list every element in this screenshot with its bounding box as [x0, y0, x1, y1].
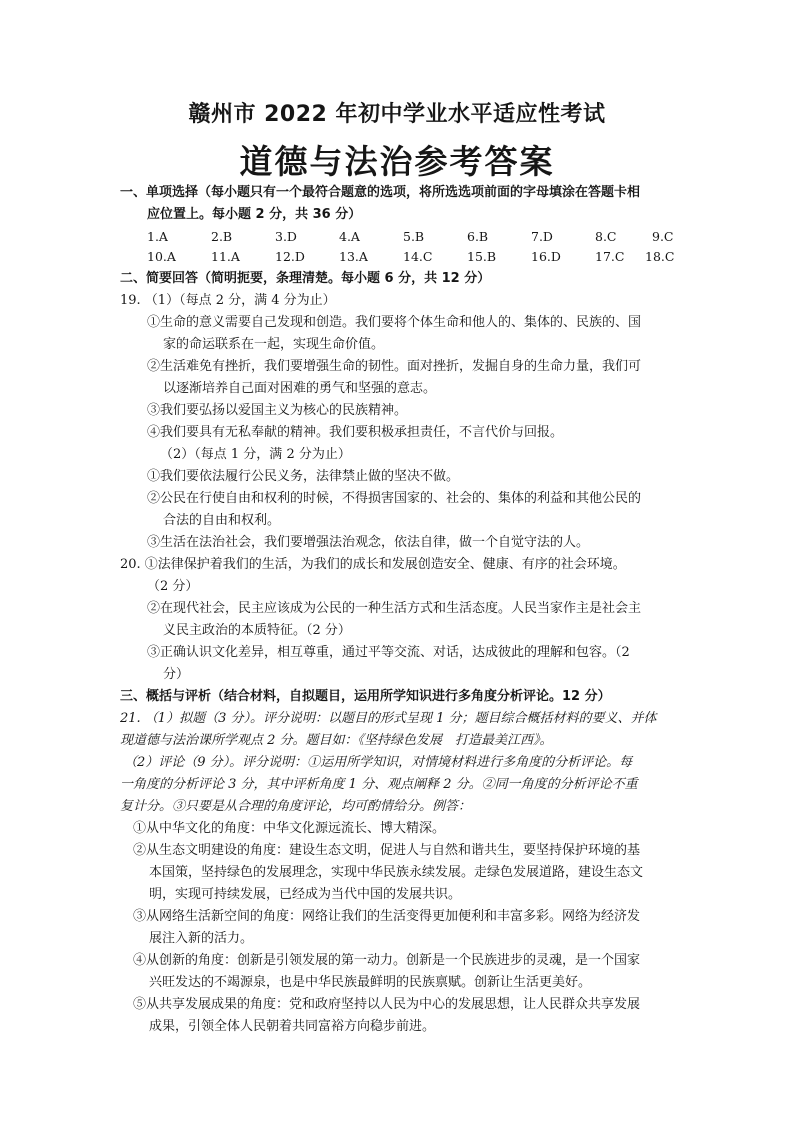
choice-answer: 16.D	[531, 249, 561, 264]
choice-answer: 7.D	[531, 229, 553, 244]
choice-answer: 3.D	[275, 229, 297, 244]
example-answer-2-line3: 明，实现可持续发展，已经成为当代中国的发展共识。	[149, 887, 462, 902]
q21-part2-line3: 复计分。③只要是从合理的角度评论，均可酌情给分。例答：	[120, 799, 472, 814]
q19-part2-point1: ①我们要依法履行公民义务，法律禁止做的坚决不做。	[147, 469, 460, 484]
q20-point1-line1: 20. ①法律保护着我们的生活，为我们的成长和发展创造安全、健康、有序的社会环境。	[120, 557, 626, 572]
q20-point2-line2: 义民主政治的本质特征。（2 分）	[163, 623, 351, 638]
choice-answer: 15.B	[467, 249, 497, 264]
q21-part2-line2: 一角度的分析评论 3 分，其中评析角度 1 分、观点阐释 2 分。②同一角度的分析评论不重	[120, 777, 638, 792]
q19-point4: ④我们要具有无私奉献的精神。我们要积极承担责任，不言代价与回报。	[147, 425, 564, 440]
example-answer-2-line2: 本国策，坚持绿色的发展理念，实现中华民族永续发展。走绿色发展道路，建设生态文	[149, 865, 644, 880]
q21-part1-line2: 现道德与法治课所学观点 2 分。题目如：《坚持绿色发展 打造最美江西》。	[120, 733, 553, 748]
choice-answer: 1.A	[147, 229, 168, 244]
choice-answer: 18.C	[645, 249, 675, 264]
q20-point1-line2: （2 分）	[147, 579, 199, 594]
q19-point1-line1: ①生命的意义需要自己发现和创造。我们要将个体生命和他人的、集体的、民族的、国	[147, 315, 642, 330]
example-answer-4-line1: ④从创新的角度：创新是引领发展的第一动力。创新是一个民族进步的灵魂，是一个国家	[133, 953, 641, 968]
choice-answer: 8.C	[595, 229, 617, 244]
q20-point3-line2: 分）	[163, 667, 190, 682]
q20-point3-line1: ③正确认识文化差异，相互尊重，通过平等交流、对话，达成彼此的理解和包容。（2	[147, 645, 630, 660]
choice-answer: 13.A	[339, 249, 368, 264]
choice-answer: 17.C	[595, 249, 625, 264]
choice-answer: 11.A	[211, 249, 240, 264]
example-answer-3-line1: ③从网络生活新空间的角度：网络让我们的生活变得更加便利和丰富多彩。网络为经济发	[133, 909, 641, 924]
q19-point3: ③我们要弘扬以爱国主义为核心的民族精神。	[147, 403, 408, 418]
exam-title: 赣州市 2022 年初中学业水平适应性考试	[188, 102, 606, 127]
choice-answer: 4.A	[339, 229, 360, 244]
q19-part2-heading: （2）（每点 1 分，满 2 分为止）	[160, 447, 351, 462]
section1-heading-line1: 一、单项选择（每小题只有一个最符合题意的选项，将所选选项前面的字母填涂在答题卡相	[120, 185, 641, 200]
choice-answer: 9.C	[652, 229, 674, 244]
q19-point2-line2: 以逐渐培养自己面对困难的勇气和坚强的意志。	[163, 381, 437, 396]
q19-part1-heading: 19. （1）（每点 2 分，满 4 分为止）	[120, 293, 336, 308]
q19-part2-point2-line2: 合法的自由和权利。	[163, 513, 281, 528]
choice-answer: 5.B	[403, 229, 425, 244]
q21-part1-line1: 21. （1）拟题（3 分）。评分说明：以题目的形式呈现 1 分；题目综合概括材料的要义、并体	[120, 711, 657, 726]
choice-answer: 12.D	[275, 249, 305, 264]
choice-answer: 6.B	[467, 229, 489, 244]
example-answer-5-line1: ⑤从共享发展成果的角度：党和政府坚持以人民为中心的发展思想，让人民群众共享发展	[133, 997, 641, 1012]
choice-answer: 2.B	[211, 229, 233, 244]
document-title: 道德与法治参考答案	[239, 142, 555, 181]
q19-point2-line1: ②生活难免有挫折，我们要增强生命的韧性。面对挫折，发掘自身的生命力量，我们可	[147, 359, 642, 374]
example-answer-4-line2: 兴旺发达的不竭源泉，也是中华民族最鲜明的民族禀赋。创新让生活更美好。	[149, 975, 592, 990]
section1-heading-line2: 应位置上。每小题 2 分，共 36 分）	[147, 207, 362, 222]
q20-point2-line1: ②在现代社会，民主应该成为公民的一种生活方式和生活态度。人民当家作主是社会主	[147, 601, 642, 616]
choice-answer: 14.C	[403, 249, 433, 264]
example-answer-3-line2: 展注入新的活力。	[149, 931, 254, 946]
choice-answer: 10.A	[147, 249, 176, 264]
example-answer-2-line1: ②从生态文明建设的角度：建设生态文明，促进人与自然和谐共生，要坚持保护环境的基	[133, 843, 641, 858]
example-answer-5-line2: 成果，引领全体人民朝着共同富裕方向稳步前进。	[149, 1019, 436, 1034]
section3-heading: 三、概括与评析（结合材料，自拟题目，运用所学知识进行多角度分析评论。12 分）	[120, 689, 611, 704]
section2-heading: 二、简要回答（简明扼要，条理清楚。每小题 6 分，共 12 分）	[120, 271, 491, 286]
q19-part2-point3: ③生活在法治社会，我们要增强法治观念，依法自律，做一个自觉守法的人。	[147, 535, 590, 550]
q19-part2-point2-line1: ②公民在行使自由和权利的时候，不得损害国家的、社会的、集体的利益和其他公民的	[147, 491, 642, 506]
q19-point1-line2: 家的命运联系在一起，实现生命价值。	[163, 337, 385, 352]
q21-part2-line1: （2）评论（9 分）。评分说明：①运用所学知识，对情境材料进行多角度的分析评论。每	[124, 755, 633, 770]
example-answer-1: ①从中华文化的角度：中华文化源远流长、博大精深。	[133, 821, 446, 836]
